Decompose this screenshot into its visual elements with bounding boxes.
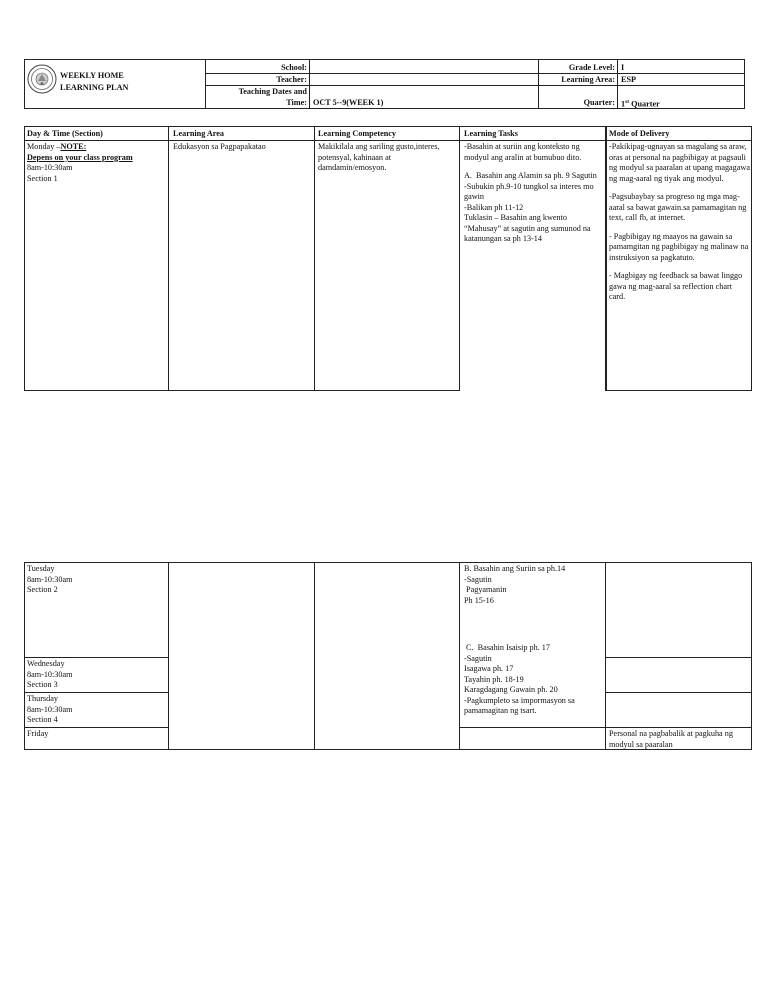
wednesday-time: 8am-10:30am xyxy=(27,669,73,679)
task-item: -Subukin ph.9-10 tungkol sa interes mo gawin xyxy=(464,181,596,201)
learning-area-label: Learning Area: xyxy=(561,75,615,84)
task-item: A. Basahin ang Alamin sa ph. 9 Sagutin xyxy=(464,171,597,180)
school-label: School: xyxy=(281,63,307,72)
delivery-item: - Magbigay ng feedback sa bawat linggo gawa ng mag-aaral sa reflection chart card. xyxy=(609,271,745,301)
header-col-divider xyxy=(538,59,539,109)
learning-area-value: ESP xyxy=(621,75,637,84)
time-label: Time: xyxy=(286,98,307,107)
delivery-item: -Pagsubaybay sa progreso ng mga mag-aaral sa bawat gawain.sa pamamagitan ng text, call fb, at internet. xyxy=(609,192,749,222)
thursday-time: 8am-10:30am xyxy=(27,704,73,714)
friday-delivery xyxy=(609,729,750,750)
col-header-delivery: Mode of Delivery xyxy=(609,129,670,138)
task-item: Ph 15-16 xyxy=(464,595,494,605)
teacher-label: Teacher: xyxy=(276,75,307,84)
quarter-value xyxy=(621,97,741,110)
note-label: NOTE: xyxy=(60,142,87,151)
thursday-section: Section 4 xyxy=(27,715,58,724)
row-line xyxy=(606,692,752,693)
depends-note: Depens on your class program xyxy=(27,152,133,162)
quarter-number: 1 xyxy=(621,99,626,109)
task-item: -Pagkumpleto sa impormasyon sa pamamagitan ng tsart. xyxy=(464,695,577,715)
tuesday-section: Section 2 xyxy=(27,585,58,594)
task-item: -Sagutin xyxy=(464,574,492,584)
task-item: C. Basahin Isaisip ph. 17 xyxy=(464,643,550,652)
wednesday-section: Section 3 xyxy=(27,680,58,689)
task-item: Isagawa ph. 17 xyxy=(464,664,514,673)
tuesday-cell xyxy=(27,564,167,596)
grade-level-label: Grade Level: xyxy=(568,63,615,72)
task-item: Karagdagang Gawain ph. 20 xyxy=(464,685,558,694)
quarter-suffix: st xyxy=(625,99,630,105)
monday-label: Monday – xyxy=(27,142,61,151)
friday-cell xyxy=(27,729,167,740)
friday-label: Friday xyxy=(27,729,49,738)
plan-title-line2: LEARNING PLAN xyxy=(60,83,129,92)
plan-title-line1: WEEKLY HOME xyxy=(60,71,124,80)
delivery-item: - Pagbibigay ng maayos na gawain sa pamamgitan ng pagbibigay ng malinaw na instruksiyon sa pagkatuto. xyxy=(609,231,751,262)
task-item: -Balikan ph 11-12 xyxy=(464,202,524,212)
col-header-tasks: Learning Tasks xyxy=(464,129,518,138)
quarter-label: Quarter: xyxy=(583,98,615,107)
monday-learning-area xyxy=(173,142,313,153)
competency-text: Makikilala ang sariling gusto,interes, potensyal, kahinaan at damdamin/emosyon. xyxy=(318,142,442,172)
friday-delivery-text: Personal na pagbabalik at pagkuha ng modyul sa paaralan xyxy=(609,729,735,749)
task-item: Tuklasin – Basahin ang kwento “Mahusay” at sagutin ang sumunod na katanungan sa ph 13-14 xyxy=(464,213,593,243)
row-line xyxy=(460,727,752,728)
task-item: -Basahin at suriin ang konteksto ng modyul ang aralin at bumubuo dito. xyxy=(464,142,582,162)
col-header-day: Day & Time (Section) xyxy=(27,129,103,138)
col-delivery-week xyxy=(606,562,752,750)
learning-area-text: Edukasyon sa Pagpapakatao xyxy=(173,142,266,151)
col-header-area: Learning Area xyxy=(173,129,225,138)
quarter-word: Quarter xyxy=(629,99,660,109)
task-item: Tayahin ph. 18-19 xyxy=(464,674,524,684)
monday-competency xyxy=(318,142,456,174)
thursday-cell xyxy=(27,694,167,726)
monday-tasks xyxy=(464,142,604,245)
delivery-item: -Pakikipag-ugnayan sa magulang sa araw, oras at personal na pagbibigay at pagsauli ng modyul sa paaralan at upang magagawa ng mag-aaral ng tiyak ang modyul. xyxy=(609,142,753,183)
wednesday-label: Wednesday xyxy=(27,659,65,668)
col-header-competency: Learning Competency xyxy=(318,129,397,138)
teaching-dates-value: OCT 5--9(WEEK 1) xyxy=(313,98,384,107)
monday-day-cell xyxy=(27,142,167,184)
header-col-divider xyxy=(309,59,310,109)
monday-delivery xyxy=(609,142,753,303)
tasks-c xyxy=(464,643,604,717)
row-line xyxy=(24,727,169,728)
tuesday-time: 8am-10:30am xyxy=(27,574,73,584)
task-item: -Sagutin xyxy=(464,653,492,663)
grade-level-value: I xyxy=(621,63,625,72)
col-area-monday xyxy=(169,126,315,391)
thursday-label: Thursday xyxy=(27,694,58,703)
teaching-dates-label: Teaching Dates and xyxy=(238,87,307,96)
row-line xyxy=(606,657,752,658)
col-competency-week xyxy=(315,562,460,750)
header-row-line xyxy=(24,140,752,141)
task-item: Pagyamanin xyxy=(464,585,507,594)
row-line xyxy=(24,657,169,658)
header-col-divider xyxy=(617,59,618,109)
task-item: B. Basahin ang Suriin sa ph.14 xyxy=(464,564,566,573)
wednesday-cell xyxy=(27,659,167,691)
row-line xyxy=(24,692,169,693)
tuesday-label: Tuesday xyxy=(27,564,55,573)
tasks-b xyxy=(464,564,604,606)
monday-time: 8am-10:30am xyxy=(27,163,73,172)
monday-section: Section 1 xyxy=(27,173,58,183)
col-area-week xyxy=(169,562,315,750)
